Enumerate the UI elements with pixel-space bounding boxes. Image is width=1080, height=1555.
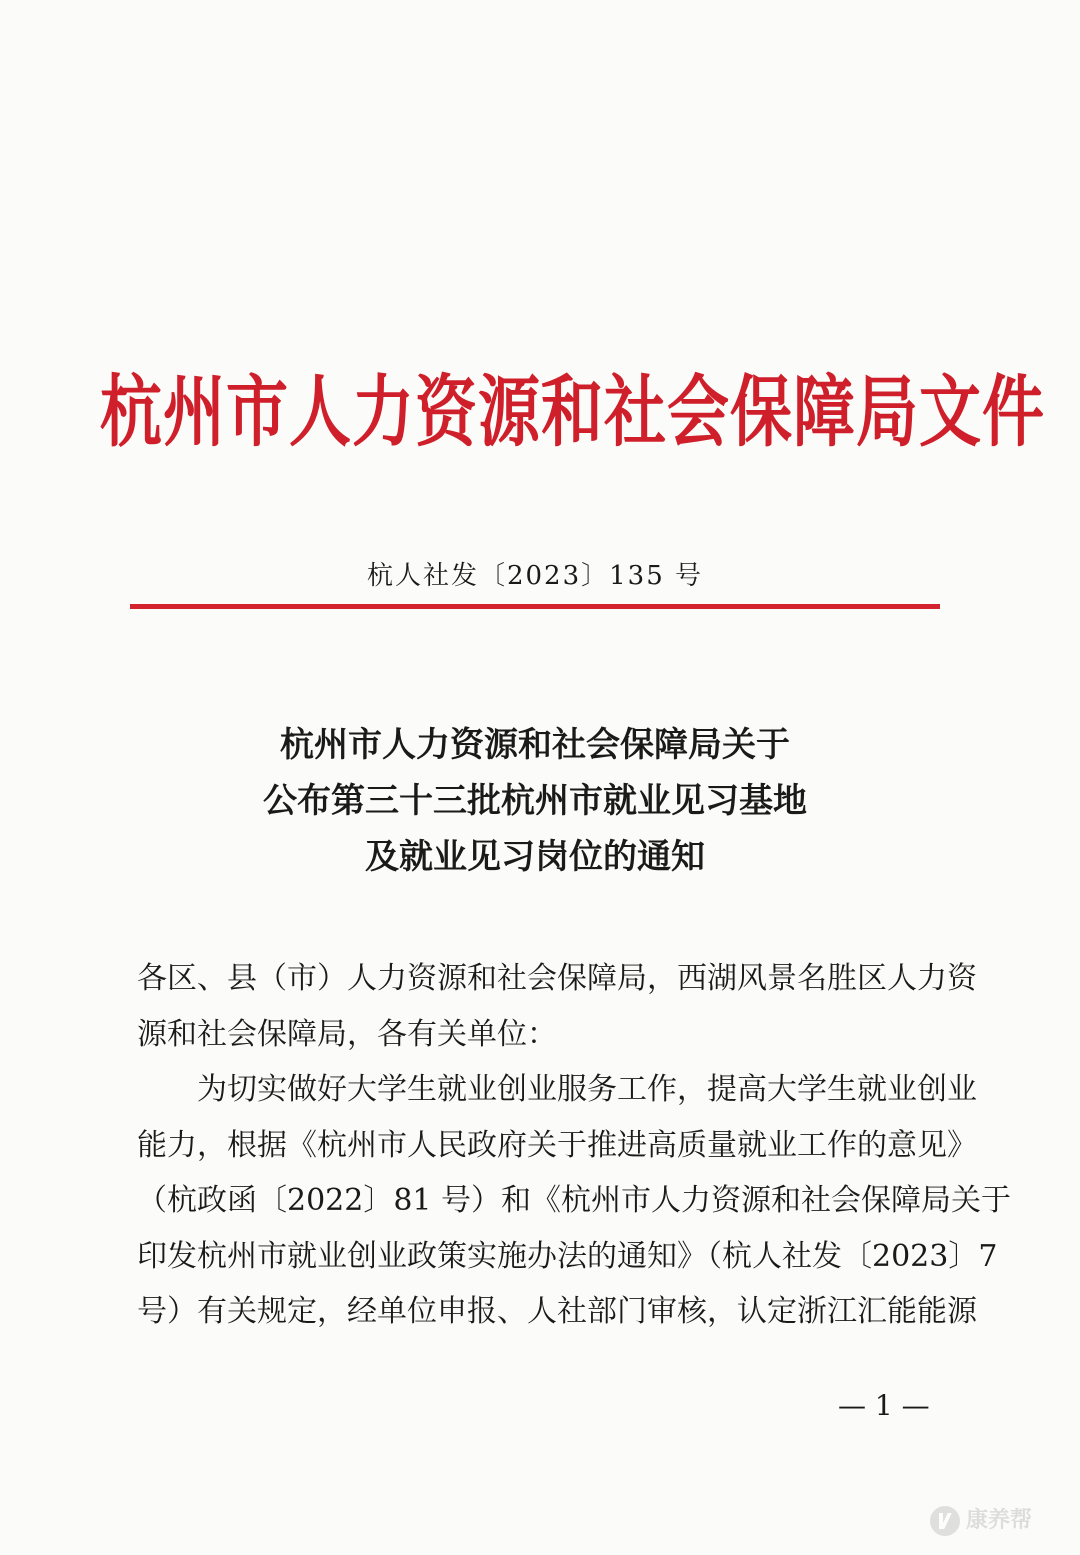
body-line: 号）有关规定，经单位申报、人社部门审核，认定浙江汇能能源 [137,1294,977,1329]
notice-title-line-2: 公布第三十三批杭州市就业见习基地 [263,781,807,821]
document-number: 杭人社发〔2023〕135 号 [366,561,704,591]
watermark [930,1506,1032,1536]
k-logo-icon [930,1506,960,1536]
body-line: （杭政函〔2022〕81 号）和《杭州市人力资源和社会保障局关于 [137,1183,1012,1218]
notice-title-line-1: 杭州市人力资源和社会保障局关于 [280,725,790,765]
red-divider-rule [130,604,940,609]
issuing-authority-header: 杭州市人力资源和社会保障局文件 [100,365,1046,457]
notice-title [130,717,940,885]
watermark-text: 康养帮 [966,1508,1033,1533]
body-line: 源和社会保障局，各有关单位： [137,1016,557,1052]
page-number: — 1 — [838,1389,930,1422]
body-line: 各区、县（市）人力资源和社会保障局，西湖风景名胜区人力资 [137,961,977,996]
body-line: 印发杭州市就业创业政策实施办法的通知》（杭人社发〔2023〕7 [137,1238,998,1274]
body-line: 能力，根据《杭州市人民政府关于推进高质量就业工作的意见》 [137,1127,977,1163]
body-text [137,951,1012,1340]
body-line: 为切实做好大学生就业创业服务工作，提高大学生就业创业 [137,1072,977,1107]
notice-title-line-3: 及就业见习岗位的通知 [365,837,705,877]
